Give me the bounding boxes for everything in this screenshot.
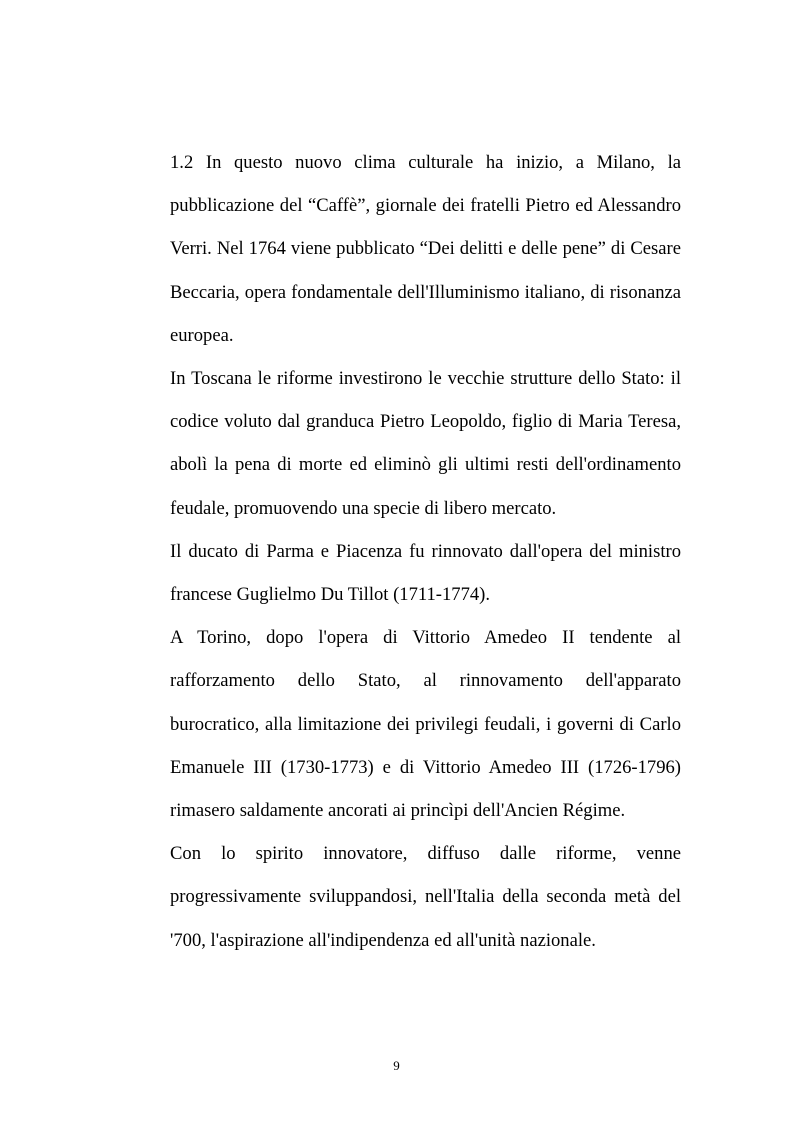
body-text — [170, 141, 681, 962]
paragraph-torino: A Torino, dopo l'opera di Vittorio Amedeo II tendente al rafforzamento dello Stato, al rinnovamento dell'apparato burocratico, alla limitazione dei privilegi feudali, i governi di Carlo Emanuele III (1730-1773) e di Vittorio Amedeo III (1726-1796) rimasero saldamente ancorati ai princìpi dell'Ancien Régime. — [170, 627, 681, 822]
paragraph-parma-piacenza: Il ducato di Parma e Piacenza fu rinnovato dall'opera del ministro francese Guglielmo Du Tillot (1711-1774). — [170, 540, 681, 606]
paragraph-milano-caffe: 1.2 In questo nuovo clima culturale ha inizio, a Milano, la pubblicazione del “Caffè”, giornale dei fratelli Pietro ed Alessandro Verri. Nel 1764 viene pubblicato “Dei delitti e delle pene” di Cesare Beccaria, opera fondamentale dell'Illuminismo italiano, di risonanza europea. — [170, 152, 681, 346]
paragraph-spirito-innovatore: Con lo spirito innovatore, diffuso dalle riforme, venne progressivamente sviluppandosi, nell'Italia della seconda metà del '700, l'aspirazione all'indipendenza ed all'unità nazionale. — [170, 843, 681, 951]
paragraph-toscana: In Toscana le riforme investirono le vecchie strutture dello Stato: il codice voluto dal granduca Pietro Leopoldo, figlio di Maria Teresa, abolì la pena di morte ed eliminò gli ultimi resti dell'ordinamento feudale, promuovendo una specie di libero mercato. — [170, 368, 681, 519]
page-number: 9 — [393, 1058, 400, 1073]
